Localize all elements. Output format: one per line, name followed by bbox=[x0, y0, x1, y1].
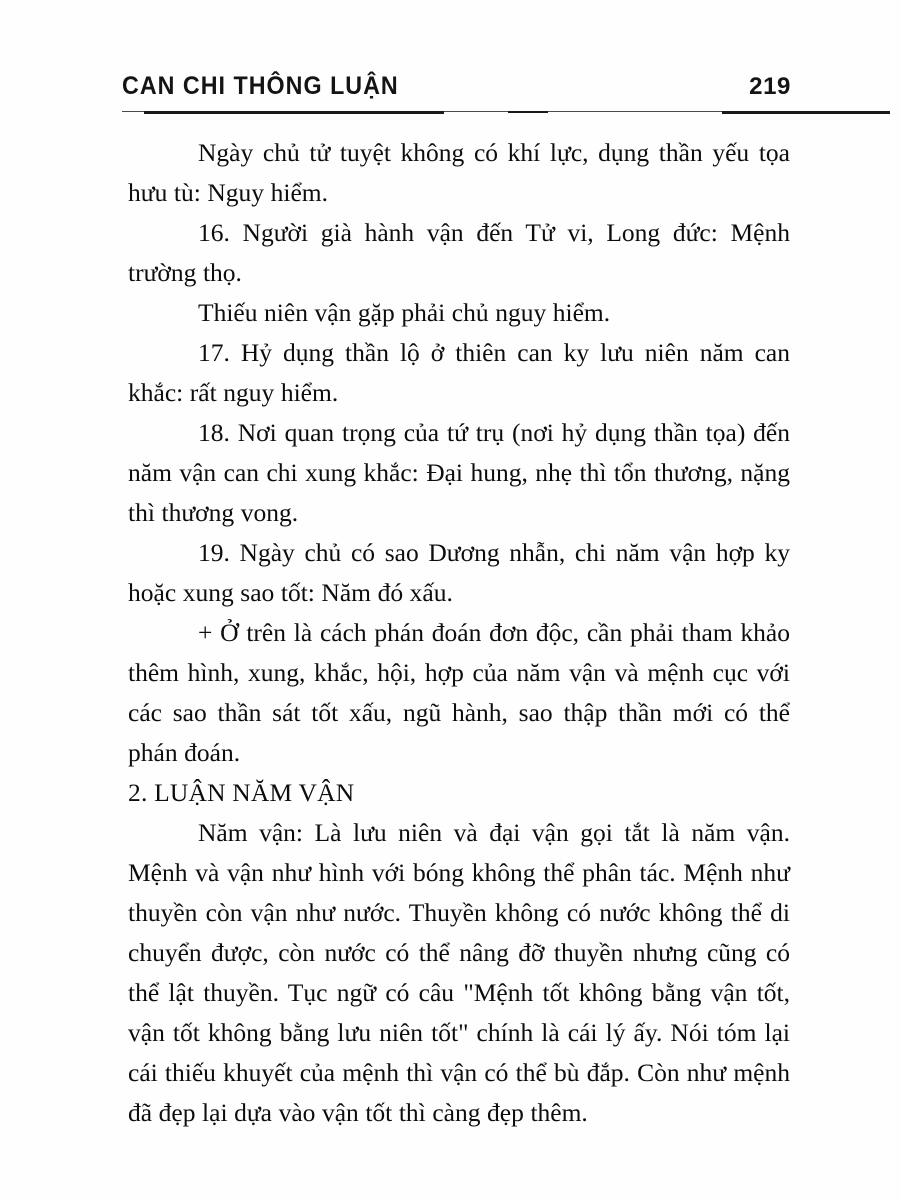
section-heading-luan-nam-van: 2. LUẬN NĂM VẬN bbox=[128, 778, 355, 807]
page-title: CAN CHI THÔNG LUẬN bbox=[122, 72, 399, 100]
paragraph-plus-note: + Ở trên là cách phán đoán đơn độc, cần phải tham khảo thêm hình, xung, khắc, hội, hợp của năm vận và mệnh cục với các sao thần sát tốt xấu, ngũ hành, sao thập thần mới có thể phán đoán. bbox=[128, 618, 790, 767]
paragraph-item-19: 19. Ngày chủ có sao Dương nhẫn, chi năm vận hợp ky hoặc xung sao tốt: Năm đó xấu. bbox=[128, 538, 790, 607]
paragraph-nam-van: Năm vận: Là lưu niên và đại vận gọi tắt là năm vận. Mệnh và vận như hình với bóng không thể phân tác. Mệnh như thuyền còn vận như nước. Thuyền không có nước không thể di chuyển được, còn nước có thể nâng đỡ thuyền nhưng cũng có thể lật thuyền. Tục ngữ có câu "Mệnh tốt không bằng vận tốt, vận tốt không bằng lưu niên tốt" chính là cái lý ấy. Nói tóm lại cái thiếu khuyết của mệnh thì vận có thể bù đắp. Còn như mệnh đã đẹp lại dựa vào vận tốt thì càng đẹp thêm. bbox=[128, 818, 790, 1127]
header-divider-rule bbox=[122, 110, 790, 114]
page-number: 219 bbox=[749, 73, 791, 100]
paragraph-ngay-chu-tu-tuyet: Ngày chủ tử tuyệt không có khí lực, dụng thần yếu tọa hưu tù: Nguy hiểm. bbox=[128, 138, 790, 207]
body-text-column bbox=[128, 133, 790, 1133]
running-head bbox=[122, 72, 791, 112]
paragraph-item-16: 16. Người già hành vận đến Tử vi, Long đức: Mệnh trường thọ. bbox=[128, 218, 790, 287]
paragraph-thieu-nien-van: Thiếu niên vận gặp phải chủ nguy hiểm. bbox=[198, 298, 611, 327]
rule-segment-middle bbox=[508, 111, 548, 113]
rule-segment-left bbox=[144, 111, 444, 114]
rule-segment-right bbox=[722, 111, 890, 114]
paragraph-item-17: 17. Hỷ dụng thần lộ ở thiên can ky lưu niên năm can khắc: rất nguy hiểm. bbox=[128, 338, 790, 407]
paragraph-item-18: 18. Nơi quan trọng của tứ trụ (nơi hỷ dụng thần tọa) đến năm vận can chi xung khắc: Đại hung, nhẹ thì tổn thương, nặng thì thương vong. bbox=[128, 418, 790, 527]
